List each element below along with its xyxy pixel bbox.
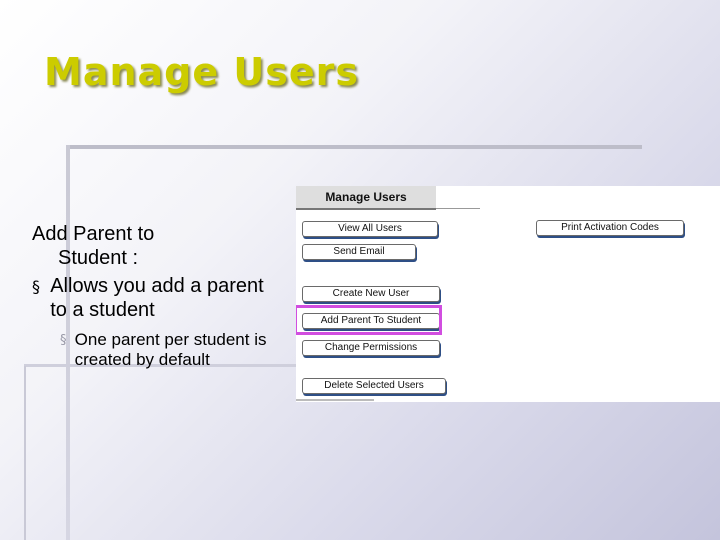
sub-bullet-icon: § — [60, 333, 67, 348]
manage-users-tab[interactable]: Manage Users — [296, 186, 436, 210]
bullet-icon: § — [32, 277, 40, 296]
manage-users-screenshot — [296, 186, 720, 402]
sub-bullet-text: One parent per student is created by default — [74, 330, 267, 369]
change-permissions-button[interactable]: Change Permissions — [302, 340, 440, 356]
add-parent-to-student-button[interactable]: Add Parent To Student — [302, 313, 440, 329]
tab-underline — [436, 208, 480, 209]
view-all-users-button[interactable]: View All Users — [302, 221, 438, 237]
slide-title: Manage Users — [44, 50, 359, 94]
screenshot-bottom-rule — [296, 399, 374, 401]
body-heading-line-1: Add Parent to — [32, 223, 155, 245]
send-email-button[interactable]: Send Email — [302, 244, 416, 260]
body-heading-line-2: Student : — [58, 247, 139, 269]
sub-bullet-item — [32, 330, 277, 370]
decorative-rule-left — [24, 366, 26, 540]
decorative-rule-horizontal — [66, 145, 642, 149]
bullet-text: Allows you add a parent to a student — [50, 275, 264, 321]
highlight-box — [296, 305, 442, 335]
bullet-item — [32, 274, 277, 322]
slide-body — [32, 222, 277, 370]
delete-selected-users-button[interactable]: Delete Selected Users — [302, 378, 446, 394]
print-activation-codes-button[interactable]: Print Activation Codes — [536, 220, 684, 236]
create-new-user-button[interactable]: Create New User — [302, 286, 440, 302]
